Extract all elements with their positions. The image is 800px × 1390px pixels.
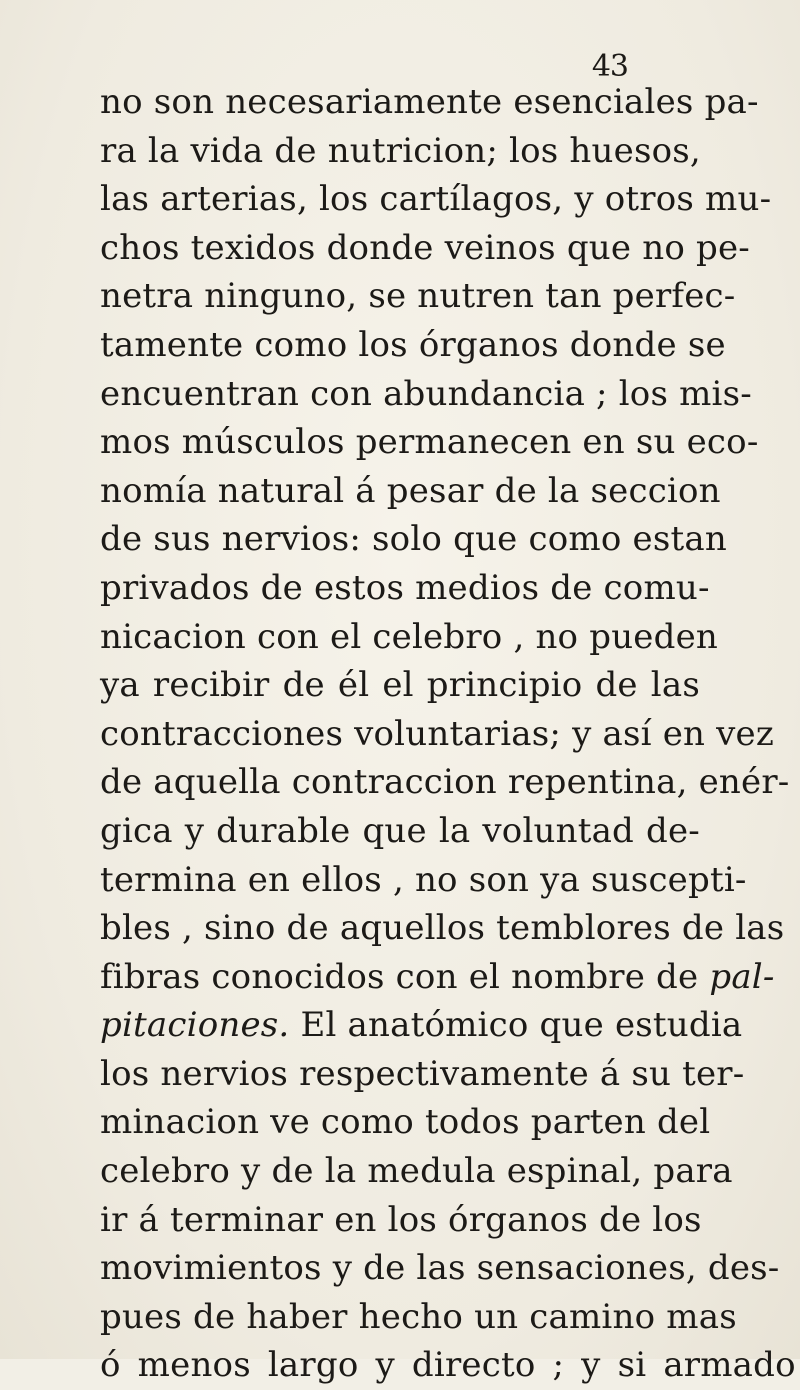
- text-line-8: mos músculos permanecen en su eco-: [100, 422, 759, 463]
- text-line-17: termina en ellos , no son ya suscepti-: [100, 859, 747, 900]
- text-line-4: chos texidos donde veinos que no pe-: [100, 227, 750, 268]
- text-line-19-main: fibras conocidos con el nombre de: [100, 956, 699, 997]
- italic-word-pitaciones: pitaciones.: [100, 1005, 290, 1046]
- text-line-19: [100, 953, 775, 1002]
- text-line-11: privados de estos medios de comu-: [100, 567, 710, 608]
- text-line-10: de sus nervios: solo que como estan: [100, 519, 727, 560]
- text-line-22: minacion ve como todos parten del: [100, 1102, 711, 1143]
- text-line-13: ya recibir de él el principio de las: [100, 665, 700, 706]
- text-line-24: ir á terminar en los órganos de los: [100, 1199, 702, 1240]
- text-line-18: bles , sino de aquellos temblores de las: [100, 908, 785, 949]
- text-line-26: pues de haber hecho un camino mas: [100, 1296, 737, 1337]
- text-line-9: nomía natural á pesar de la seccion: [100, 470, 721, 511]
- text-line-20-rest: El anatómico que estudia: [289, 1005, 743, 1046]
- body-text: [100, 78, 796, 1390]
- text-line-15: de aquella contraccion repentina, enér-: [100, 762, 790, 803]
- text-line-25: movimientos y de las sensaciones, des-: [100, 1248, 780, 1289]
- text-line-2: ra la vida de nutricion; los huesos,: [100, 130, 701, 171]
- text-line-12: nicacion con el celebro , no pueden: [100, 616, 719, 657]
- text-line-14: contracciones voluntarias; y así en vez: [100, 713, 774, 754]
- italic-word-pal: pal-: [709, 956, 775, 997]
- text-line-27: ó menos largo y directo ; y si armado: [100, 1345, 796, 1386]
- text-line-16: gica y durable que la voluntad de-: [100, 810, 700, 851]
- page-number: 43: [591, 49, 628, 84]
- text-line-23: celebro y de la medula espinal, para: [100, 1151, 733, 1192]
- text-line-20: [100, 1001, 743, 1050]
- text-line-21: los nervios respectivamente á su ter-: [100, 1053, 745, 1094]
- text-line-7: encuentran con abundancia ; los mis-: [100, 373, 752, 414]
- text-line-3: las arterias, los cartílagos, y otros mu-: [100, 179, 772, 220]
- text-line-6: tamente como los órganos donde se: [100, 324, 726, 365]
- text-line-5: netra ninguno, se nutren tan perfec-: [100, 276, 736, 317]
- text-line-1: no son necesariamente esenciales pa-: [100, 82, 759, 122]
